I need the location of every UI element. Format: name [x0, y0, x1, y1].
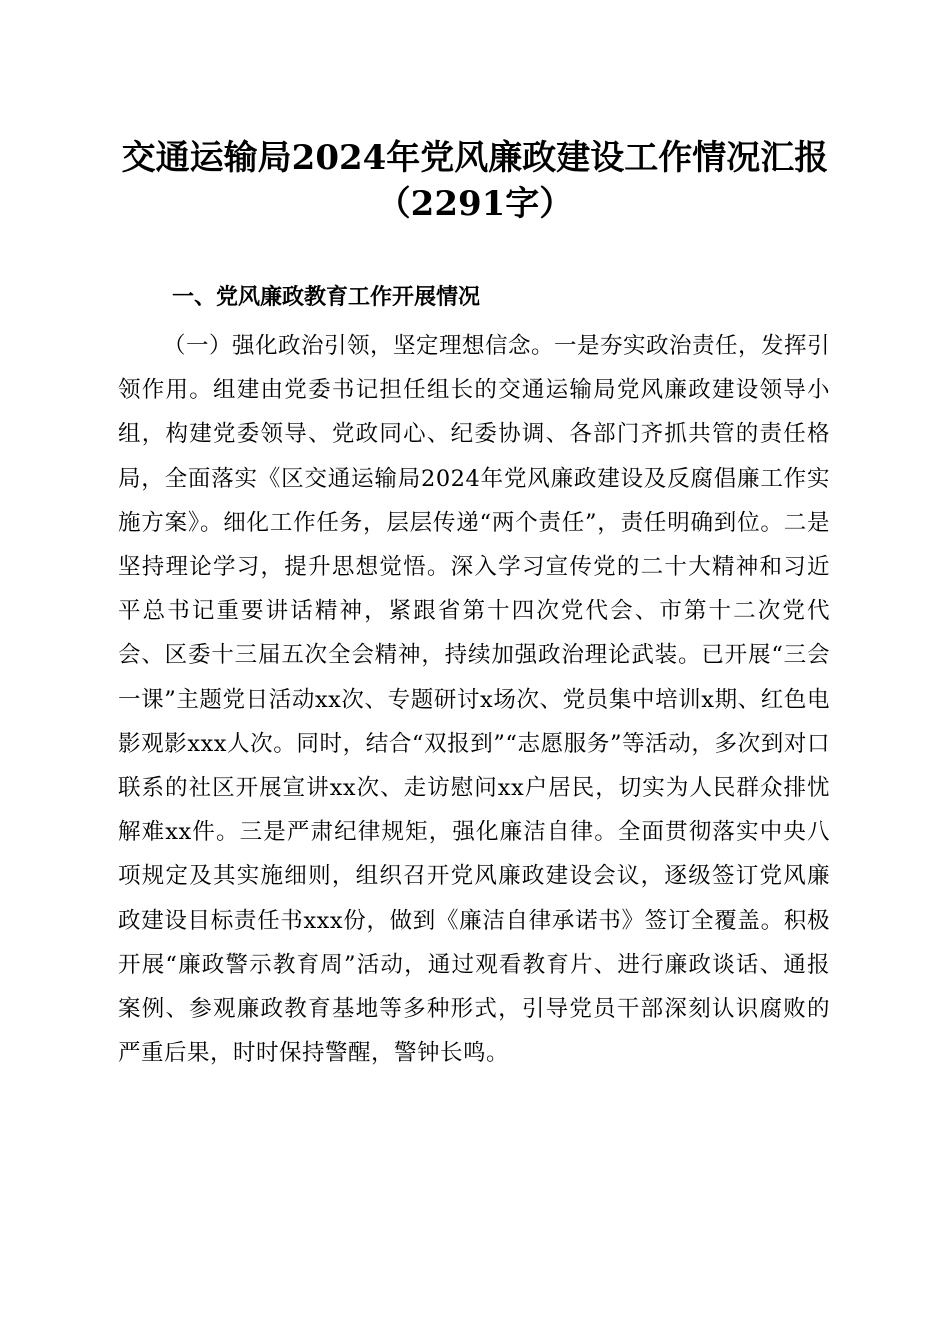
- section-heading: 一、党风廉政教育工作开展情况: [172, 285, 481, 310]
- body-paragraph: （一）强化政治引领，坚定理想信念。一是夯实政治责任，发挥引领作用。组建由党委书记担任组长的交通运输局党风廉政建设领导小组，构建党委领导、党政同心、纪委协调、各部门齐抓共管的责任格局，全面落实《区交通运输局2024年党风廉政建设及反腐倡廉工作实施方案》。细化工作任务，层层传递“两个责任”，责任明确到位。二是坚持理论学习，提升思想觉悟。深入学习宣传党的二十大精神和习近平总书记重要讲话精神，紧跟省第十四次党代会、市第十二次党代会、区委十三届五次全会精神，持续加强政治理论武装。已开展“三会一课”主题党日活动xx次、专题研讨x场次、党员集中培训x期、红色电影观影xxx人次。同时，结合“双报到”“志愿服务”等活动，多次到对口联系的社区开展宣讲xx次、走访慰问xx户居民，切实为人民群众排忧解难xx件。三是严肃纪律规矩，强化廉洁自律。全面贯彻落实中央八项规定及其实施细则，组织召开党风廉政建设会议，逐级签订党风廉政建设目标责任书xxx份，做到《廉洁自律承诺书》签订全覆盖。积极开展“廉政警示教育周”活动，通过观看教育片、进行廉政谈话、通报案例、参观廉政教育基地等多种形式，引导党员干部深刻认识腐败的严重后果，时时保持警醒，警钟长鸣。: [118, 333, 831, 1067]
- document-title: 交通运输局2024年党风廉政建设工作情况汇报（2291字）: [121, 138, 829, 224]
